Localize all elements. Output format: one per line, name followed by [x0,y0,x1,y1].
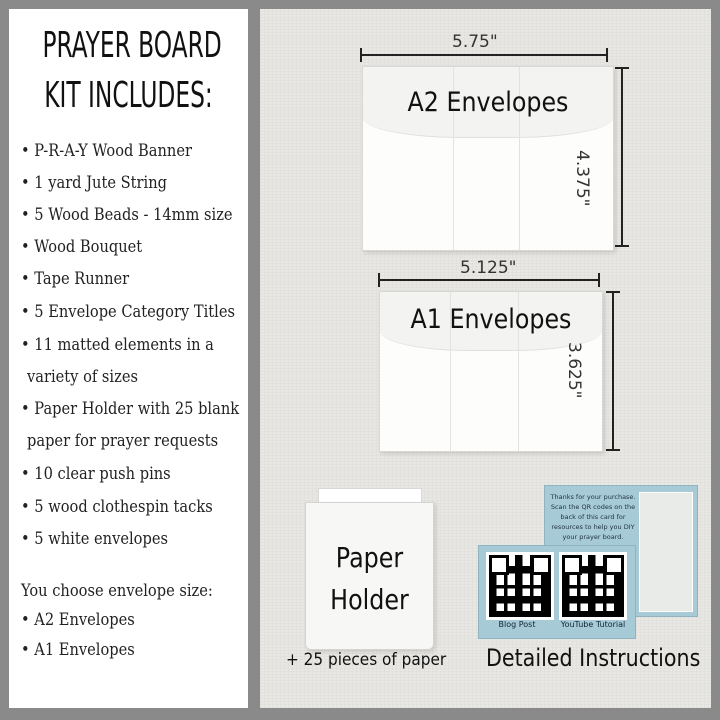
a2-height-label: 4.375" [572,150,592,207]
a1-height-tick-bottom [606,449,620,451]
a1-envelope-label: A1 Envelopes [410,304,572,335]
a1-width-tick-right [598,273,600,287]
prayer-board-photo [639,492,693,612]
qr-caption-blog: Blog Post [498,620,536,629]
a1-height-tick-top [606,291,620,293]
list-item: paper for prayer requests [27,431,219,451]
choose-label: You choose envelope size: [21,581,213,601]
list-item: • 5 Wood Beads - 14mm size [21,205,233,225]
list-item: • 5 wood clothespin tacks [21,497,213,517]
paper-holder [305,502,434,650]
holder-label-line2: Holder [330,583,409,616]
qr-code-blog [486,552,554,620]
list-item: • 5 Envelope Category Titles [21,302,235,322]
a2-height-tick-bottom [615,245,629,247]
a1-width-tick-left [378,273,380,287]
qr-code-youtube [559,552,627,620]
a2-width-tick-left [360,48,362,62]
instructions-label: Detailed Instructions [486,644,701,672]
qr-caption-youtube: YouTube Tutorial [560,620,626,629]
a2-width-tick-right [606,48,608,62]
a2-height-line [621,68,623,246]
list-item: • 5 white envelopes [21,529,168,549]
instruction-card-text: Thanks for your purchase. Scan the QR codes on the back of this card for resources to help you DIY your prayer board. [550,493,636,541]
a1-height-line [612,292,614,450]
list-item: • 11 matted elements in a [21,335,214,355]
list-item: • 10 clear push pins [21,464,171,484]
a1-width-line [378,279,600,281]
kit-title-line1: PRAYER BOARD [42,25,222,66]
instruction-card-front [478,545,636,639]
choice-item-a2: • A2 Envelopes [21,610,135,630]
choice-item-a1: • A1 Envelopes [21,640,135,660]
a1-height-label: 3.625" [564,342,584,399]
kit-contents-panel [9,9,248,708]
holder-note: + 25 pieces of paper [286,650,447,670]
a1-width-label: 5.125" [460,258,517,278]
kit-title-line2: KIT INCLUDES: [44,75,213,116]
a2-width-label: 5.75" [452,32,498,52]
a2-height-tick-top [615,67,629,69]
list-item: • Tape Runner [21,269,130,289]
list-item: • Wood Bouquet [21,237,143,257]
a2-envelope-label: A2 Envelopes [407,87,569,118]
list-item: • Paper Holder with 25 blank [21,399,240,419]
list-item: • P-R-A-Y Wood Banner [21,141,192,161]
holder-label-line1: Paper [335,541,404,574]
a2-width-line [360,54,608,56]
list-item: • 1 yard Jute String [21,173,167,193]
list-item: variety of sizes [27,367,138,387]
